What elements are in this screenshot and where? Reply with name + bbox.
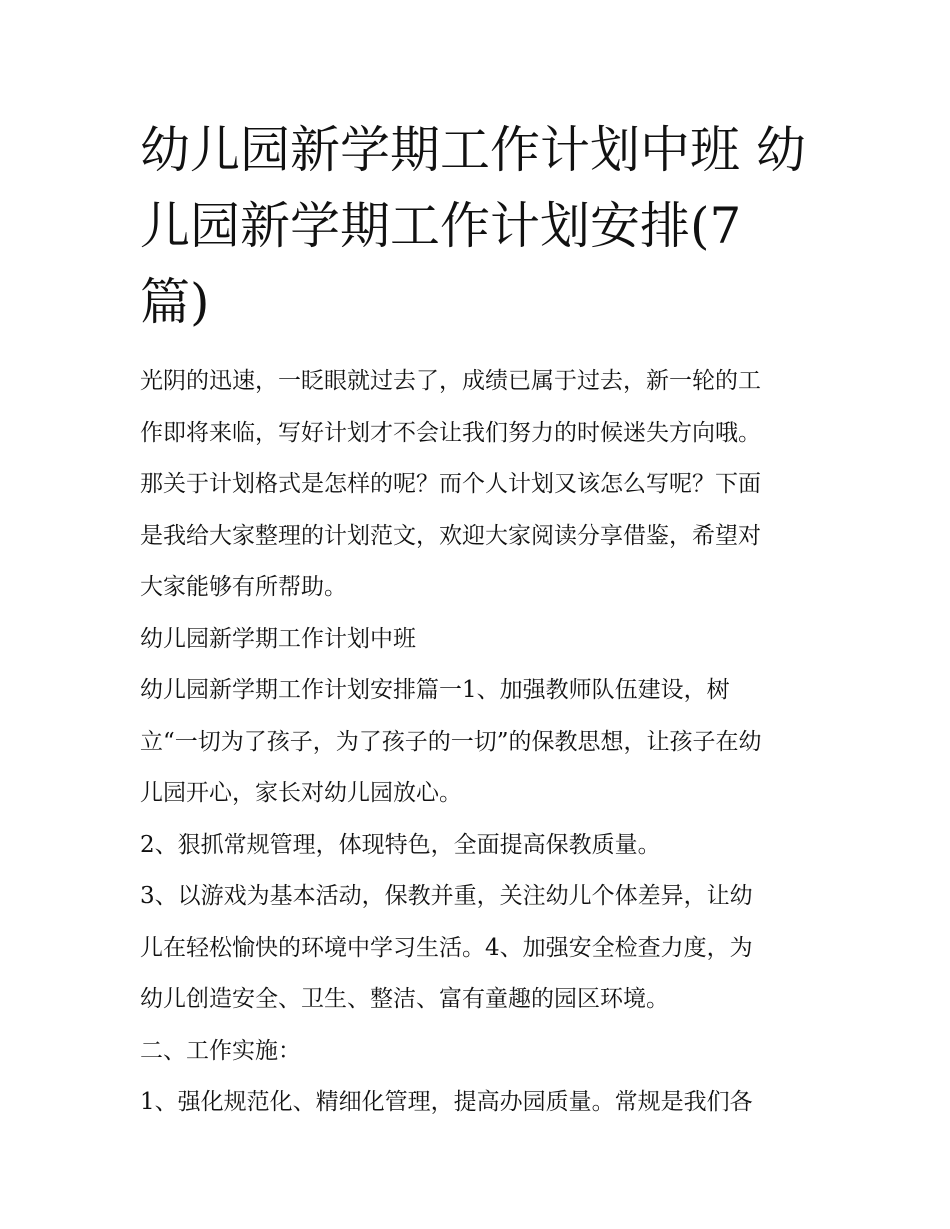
body-line: 那关于计划格式是怎样的呢？而个人计划又该怎么写呢？下面 (140, 471, 761, 497)
document-body (140, 356, 820, 1129)
body-line: 大家能够有所帮助。 (140, 574, 347, 600)
body-line: 2、狠抓常规管理，体现特色，全面提高保教质量。 (140, 831, 661, 858)
body-line: 光阴的迅速，一眨眼就过去了，成绩已属于过去，新一轮的工 (140, 368, 761, 394)
title-line: 儿园新学期工作计划安排(7 (140, 197, 742, 255)
body-line: 是我给大家整理的计划范文，欢迎大家阅读分享借鉴，希望对 (140, 522, 761, 549)
document-title (140, 112, 820, 340)
section-heading: 幼儿园新学期工作计划中班 (140, 625, 416, 652)
body-line: 3、以游戏为基本活动，保教并重，关注幼儿个体差异，让幼 (140, 883, 753, 909)
body-line: 1、强化规范化、精细化管理，提高办园质量。常规是我们各 (140, 1089, 753, 1115)
body-line: 作即将来临，写好计划才不会让我们努力的时候迷失方向哦。 (140, 419, 761, 446)
section-heading: 二、工作实施： (140, 1037, 301, 1064)
title-line: 篇) (140, 273, 210, 331)
body-line: 幼儿园新学期工作计划安排篇一1、加强教师队伍建设，树 (140, 677, 730, 703)
title-line: 幼儿园新学期工作计划中班 幼 (140, 121, 806, 179)
body-line: 儿在轻松愉快的环境中学习生活。4、加强安全检查力度，为 (140, 934, 753, 961)
body-line: 立“一切为了孩子，为了孩子的一切”的保教思想，让孩子在幼 (140, 728, 762, 755)
body-line: 儿园开心，家长对幼儿园放心。 (140, 780, 462, 806)
body-line: 幼儿创造安全、卫生、整洁、富有童趣的园区环境。 (140, 986, 669, 1012)
